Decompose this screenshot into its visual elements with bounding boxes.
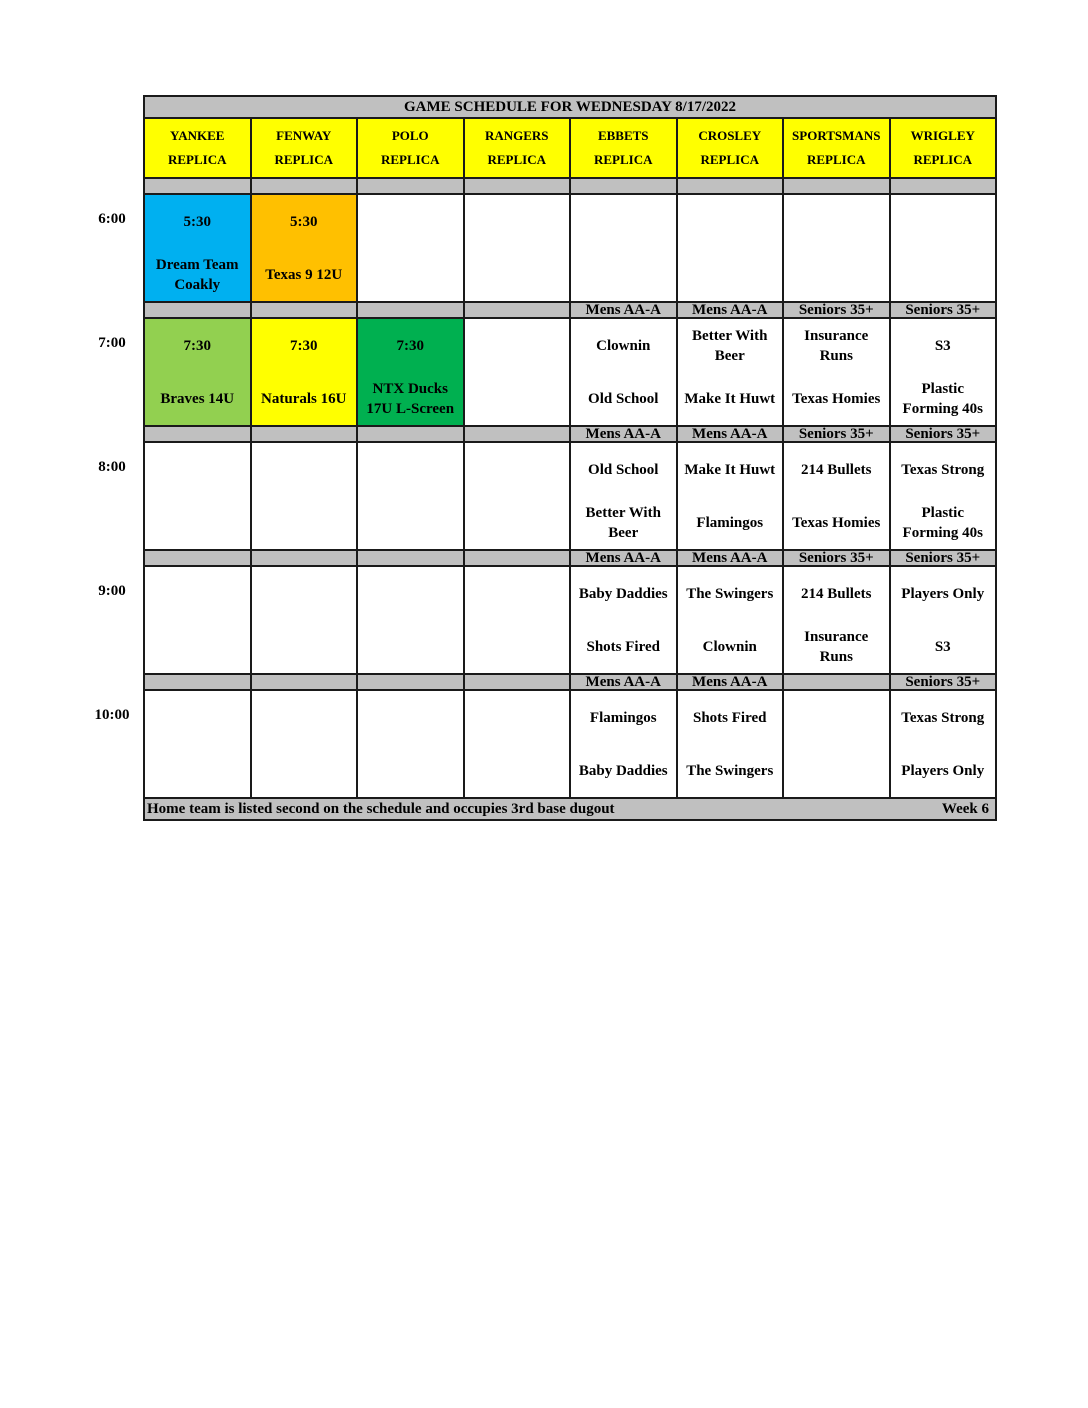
game-bottom-team: Shots Fired: [586, 638, 660, 655]
game-cell: [251, 442, 358, 550]
division-label: Mens AA-A: [677, 674, 784, 690]
division-label: [144, 550, 251, 566]
game-content: [678, 319, 783, 425]
game-cell: [251, 318, 358, 426]
game-content: [358, 691, 463, 797]
division-label: Mens AA-A: [570, 674, 677, 690]
game-content: [465, 195, 570, 301]
game-cell: [783, 442, 890, 550]
game-cell: [570, 442, 677, 550]
game-cell: [570, 194, 677, 302]
field-subtitle: REPLICA: [913, 152, 972, 167]
game-top-team: [358, 691, 463, 744]
game-top-team: [678, 195, 783, 248]
game-bottom-team: [252, 744, 357, 797]
game-top-team: [465, 195, 570, 248]
game-bottom-team: [145, 496, 250, 549]
game-bottom-team: Clownin: [702, 638, 757, 655]
division-label: [357, 426, 464, 442]
game-cell: [783, 690, 890, 798]
game-content: [358, 567, 463, 673]
division-label: Seniors 35+: [890, 550, 997, 566]
field-name: EBBETS: [597, 128, 649, 143]
game-top-team: Clownin: [596, 337, 651, 354]
footer-content: [145, 801, 995, 818]
game-content: [465, 443, 570, 549]
game-bottom-team: [358, 248, 463, 301]
division-label: [890, 178, 997, 194]
field-subtitle: REPLICA: [806, 152, 866, 167]
game-top-team: 5:30: [290, 213, 318, 230]
field-subtitle: REPLICA: [167, 152, 227, 167]
game-bottom-team: [465, 372, 570, 425]
game-content: [571, 443, 676, 549]
game-bottom-team: Texas Homies: [792, 514, 881, 531]
game-content: [678, 567, 783, 673]
game-bottom-team: [358, 496, 463, 549]
game-top-team: 214 Bullets: [801, 461, 872, 478]
field-header: [677, 118, 784, 178]
game-top-team: S3: [934, 337, 951, 354]
game-cell: [251, 566, 358, 674]
division-label: Seniors 35+: [890, 302, 997, 318]
game-cell: [570, 690, 677, 798]
division-label: [464, 178, 571, 194]
game-top-team: The Swingers: [686, 585, 774, 602]
game-content: [465, 319, 570, 425]
game-content: [784, 319, 889, 425]
game-bottom-team: [252, 496, 357, 549]
game-cell: [890, 318, 997, 426]
game-row: [144, 690, 996, 798]
game-bottom-team: [784, 248, 889, 301]
game-bottom-team: [145, 744, 250, 797]
game-top-team: [145, 567, 250, 620]
division-row: [144, 178, 996, 194]
game-cell: [677, 318, 784, 426]
game-cell: [144, 566, 251, 674]
game-content: [571, 319, 676, 425]
game-row: [144, 566, 996, 674]
game-top-team: Texas Strong: [901, 461, 985, 478]
game-content: [252, 319, 357, 425]
game-row: [144, 318, 996, 426]
game-content: [465, 691, 570, 797]
field-subtitle: REPLICA: [593, 152, 653, 167]
division-label: [144, 426, 251, 442]
field-header: [783, 118, 890, 178]
game-cell: [251, 690, 358, 798]
game-cell: [144, 194, 251, 302]
game-top-team: [891, 195, 996, 248]
division-label: [570, 178, 677, 194]
game-top-team: Texas Strong: [901, 709, 985, 726]
game-bottom-team: Better With Beer: [585, 504, 661, 541]
game-bottom-team: [465, 496, 570, 549]
game-top-team: 7:30: [396, 337, 424, 354]
game-bottom-team: [465, 744, 570, 797]
game-cell: [357, 194, 464, 302]
game-top-team: Old School: [588, 461, 659, 478]
game-bottom-team: [358, 620, 463, 673]
game-content: [145, 319, 250, 425]
division-label: Mens AA-A: [570, 550, 677, 566]
game-content: [145, 691, 250, 797]
game-cell: [677, 566, 784, 674]
field-header: [357, 118, 464, 178]
game-bottom-team: Braves 14U: [160, 390, 235, 407]
field-name: WRIGLEY: [910, 128, 975, 143]
time-label: 7:00: [98, 335, 126, 351]
title-row: [144, 96, 996, 118]
footer-row: [144, 798, 996, 820]
game-cell: [144, 318, 251, 426]
division-label: [464, 550, 571, 566]
game-cell: [464, 442, 571, 550]
division-label: [144, 674, 251, 690]
game-content: [571, 567, 676, 673]
game-top-team: Make It Huwt: [684, 461, 776, 478]
field-subtitle: REPLICA: [274, 152, 333, 167]
game-cell: [677, 442, 784, 550]
game-top-team: Players Only: [901, 585, 985, 602]
game-top-team: 5:30: [183, 213, 211, 230]
division-label: [357, 178, 464, 194]
time-label: 10:00: [94, 707, 130, 723]
division-label: [144, 302, 251, 318]
game-bottom-team: NTX Ducks 17U L-Screen: [366, 380, 455, 417]
game-content: [252, 567, 357, 673]
field-name: FENWAY: [276, 128, 332, 143]
game-top-team: [252, 443, 357, 496]
game-content: [252, 443, 357, 549]
division-row: [144, 550, 996, 566]
division-label: [251, 426, 358, 442]
game-cell: [357, 318, 464, 426]
game-top-team: [358, 195, 463, 248]
game-top-team: [145, 443, 250, 496]
game-bottom-team: [571, 248, 676, 301]
game-content: [891, 443, 996, 549]
game-content: [465, 567, 570, 673]
game-content: [891, 319, 996, 425]
footer-cell: [144, 798, 996, 820]
game-cell: [677, 690, 784, 798]
game-top-team: Baby Daddies: [578, 585, 668, 602]
game-top-team: Shots Fired: [693, 709, 767, 726]
division-label: Seniors 35+: [783, 426, 890, 442]
game-cell: [464, 194, 571, 302]
game-top-team: [465, 443, 570, 496]
division-label: [144, 178, 251, 194]
game-top-team: [358, 567, 463, 620]
division-label: [251, 302, 358, 318]
game-bottom-team: Naturals 16U: [261, 390, 347, 407]
game-content: [784, 443, 889, 549]
game-cell: [783, 566, 890, 674]
game-cell: [464, 566, 571, 674]
game-top-team: 214 Bullets: [801, 585, 872, 602]
division-row: [144, 674, 996, 690]
game-bottom-team: [252, 620, 357, 673]
division-label: Seniors 35+: [783, 302, 890, 318]
game-bottom-team: [678, 248, 783, 301]
game-content: [145, 195, 250, 301]
game-bottom-team: Plastic Forming 40s: [902, 380, 983, 417]
division-label: [464, 426, 571, 442]
division-label: [464, 674, 571, 690]
game-content: [358, 195, 463, 301]
division-label: Seniors 35+: [890, 674, 997, 690]
schedule-title: GAME SCHEDULE FOR WEDNESDAY 8/17/2022: [144, 96, 996, 118]
footer-note: Home team is listed second on the schedule and occupies 3rd base dugout: [147, 800, 615, 817]
division-label: Mens AA-A: [570, 426, 677, 442]
field-subtitle: REPLICA: [380, 152, 440, 167]
game-top-team: Insurance Runs: [804, 327, 869, 364]
game-row: [144, 442, 996, 550]
game-bottom-team: Texas Homies: [792, 390, 881, 407]
game-bottom-team: [465, 248, 570, 301]
game-top-team: [252, 691, 357, 744]
game-cell: [783, 318, 890, 426]
game-top-team: [145, 691, 250, 744]
game-cell: [357, 566, 464, 674]
time-label: 8:00: [98, 459, 126, 475]
game-top-team: [252, 567, 357, 620]
division-label: [251, 178, 358, 194]
game-cell: [890, 690, 997, 798]
game-bottom-team: [145, 620, 250, 673]
game-top-team: [358, 443, 463, 496]
division-label: Mens AA-A: [570, 302, 677, 318]
field-header: [570, 118, 677, 178]
game-bottom-team: S3: [934, 638, 951, 655]
field-header-row: [144, 118, 996, 178]
game-cell: [783, 194, 890, 302]
division-label: [677, 178, 784, 194]
field-subtitle: REPLICA: [487, 152, 546, 167]
game-cell: [677, 194, 784, 302]
game-top-team: [465, 691, 570, 744]
game-content: [891, 195, 996, 301]
game-bottom-team: [784, 744, 889, 797]
game-content: [891, 691, 996, 797]
game-top-team: [465, 319, 570, 372]
division-row: [144, 302, 996, 318]
game-cell: [464, 318, 571, 426]
game-content: [784, 691, 889, 797]
field-name: CROSLEY: [698, 128, 762, 143]
game-row: [144, 194, 996, 302]
division-label: [464, 302, 571, 318]
time-label: 6:00: [98, 211, 126, 227]
game-content: [145, 443, 250, 549]
division-label: Seniors 35+: [783, 550, 890, 566]
division-label: [251, 674, 358, 690]
game-cell: [464, 690, 571, 798]
game-top-team: 7:30: [183, 337, 211, 354]
division-label: [357, 302, 464, 318]
division-label: Seniors 35+: [890, 426, 997, 442]
game-top-team: [571, 195, 676, 248]
game-cell: [570, 566, 677, 674]
game-content: [252, 195, 357, 301]
game-cell: [357, 690, 464, 798]
game-cell: [357, 442, 464, 550]
field-name: SPORTSMANS: [792, 128, 881, 143]
game-bottom-team: Make It Huwt: [684, 390, 776, 407]
division-label: [357, 674, 464, 690]
field-header: [144, 118, 251, 178]
division-label: Mens AA-A: [677, 426, 784, 442]
game-content: [784, 195, 889, 301]
game-bottom-team: [358, 744, 463, 797]
division-label: [783, 674, 890, 690]
field-header: [464, 118, 571, 178]
time-label: 9:00: [98, 583, 126, 599]
field-header: [251, 118, 358, 178]
division-label: [357, 550, 464, 566]
game-content: [571, 691, 676, 797]
field-name: RANGERS: [484, 128, 549, 143]
game-bottom-team: Dream Team Coakly: [155, 256, 239, 293]
game-content: [358, 319, 463, 425]
game-cell: [890, 442, 997, 550]
game-content: [678, 195, 783, 301]
game-cell: [251, 194, 358, 302]
game-top-team: 7:30: [290, 337, 318, 354]
game-content: [358, 443, 463, 549]
game-content: [145, 567, 250, 673]
game-bottom-team: Flamingos: [696, 514, 764, 531]
game-bottom-team: [465, 620, 570, 673]
game-bottom-team: The Swingers: [686, 762, 774, 779]
game-cell: [890, 194, 997, 302]
game-cell: [570, 318, 677, 426]
game-bottom-team: Texas 9 12U: [265, 266, 343, 283]
field-subtitle: REPLICA: [700, 152, 759, 167]
game-top-team: Flamingos: [589, 709, 657, 726]
field-name: YANKEE: [170, 128, 225, 143]
game-cell: [144, 442, 251, 550]
game-top-team: [465, 567, 570, 620]
game-content: [784, 567, 889, 673]
game-content: [891, 567, 996, 673]
field-header: [890, 118, 997, 178]
game-content: [678, 691, 783, 797]
game-bottom-team: Old School: [588, 390, 659, 407]
game-bottom-team: [891, 248, 996, 301]
field-name: POLO: [391, 128, 429, 143]
game-cell: [144, 690, 251, 798]
game-bottom-team: Plastic Forming 40s: [902, 504, 983, 541]
game-top-team: Better With Beer: [692, 327, 768, 364]
game-content: [571, 195, 676, 301]
division-label: Mens AA-A: [677, 302, 784, 318]
game-top-team: [784, 691, 889, 744]
game-bottom-team: Players Only: [901, 762, 985, 779]
division-label: [251, 550, 358, 566]
game-bottom-team: Baby Daddies: [578, 762, 668, 779]
week-label: Week 6: [941, 800, 989, 817]
division-row: [144, 426, 996, 442]
game-cell: [890, 566, 997, 674]
schedule-table: [143, 95, 997, 821]
division-label: [783, 178, 890, 194]
game-top-team: [784, 195, 889, 248]
game-content: [678, 443, 783, 549]
game-content: [252, 691, 357, 797]
division-label: Mens AA-A: [677, 550, 784, 566]
game-bottom-team: Insurance Runs: [804, 628, 869, 665]
